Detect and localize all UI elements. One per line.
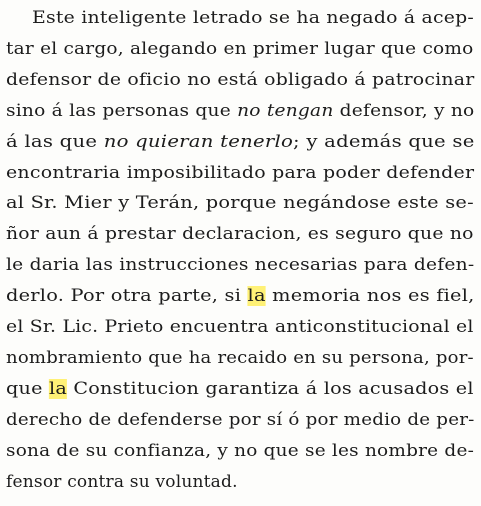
text-line <box>6 282 475 310</box>
text-segment: Constitucion garantiza á los acusados el <box>67 378 474 399</box>
text-segment: ; y además que se <box>293 131 475 152</box>
text-segment: encontraria imposibilitado para poder defender <box>6 162 475 183</box>
text-segment: defensor, y no <box>333 100 475 121</box>
text-segment: derecho de defenderse por sí ó por medio de per- <box>6 409 475 430</box>
text-line <box>6 375 474 403</box>
text-segment: tar el cargo, alegando en primer lugar que como <box>6 38 474 59</box>
italic-phrase: no quieran tenerlo <box>103 131 294 152</box>
text-line <box>6 97 474 125</box>
text-segment: al Sr. Mier y Terán, porque negándose este se- <box>6 193 474 214</box>
highlighted-word: la <box>247 286 266 307</box>
text-segment: nombramiento que ha recaido en su persona, por- <box>6 347 474 368</box>
text-line <box>6 313 474 341</box>
text-segment: sona de su confianza, y no que se les nombre de- <box>6 440 475 461</box>
text-line <box>32 4 474 32</box>
text-line <box>6 468 238 496</box>
text-line <box>6 437 474 465</box>
text-segment: ñor aun á prestar declaracion, es seguro que no <box>6 224 474 245</box>
text-segment: á las que <box>6 131 104 152</box>
text-segment: fensor contra su voluntad. <box>6 471 238 492</box>
text-line <box>6 251 474 279</box>
highlighted-word: la <box>48 378 68 399</box>
text-line <box>6 128 475 156</box>
text-line <box>6 189 474 217</box>
text-line <box>6 344 474 372</box>
text-line <box>6 35 474 63</box>
italic-phrase: no tengan <box>237 100 334 121</box>
text-segment: que <box>6 378 49 399</box>
text-line <box>6 159 474 187</box>
text-line <box>6 220 474 248</box>
text-line <box>6 66 474 94</box>
text-segment: defensor de oficio no está obligado á patrocinar <box>6 69 475 90</box>
text-segment: le daria las instrucciones necesarias para defen- <box>6 255 475 276</box>
text-segment: sino á las personas que <box>6 100 238 121</box>
text-segment: derlo. Por otra parte, si <box>6 286 248 307</box>
text-segment: memoria nos es fiel, <box>265 286 475 307</box>
text-segment: el Sr. Lic. Prieto encuentra anticonstitucional el <box>6 317 474 337</box>
text-segment: Este inteligente letrado se ha negado á acep- <box>32 8 475 28</box>
text-line <box>6 406 475 434</box>
